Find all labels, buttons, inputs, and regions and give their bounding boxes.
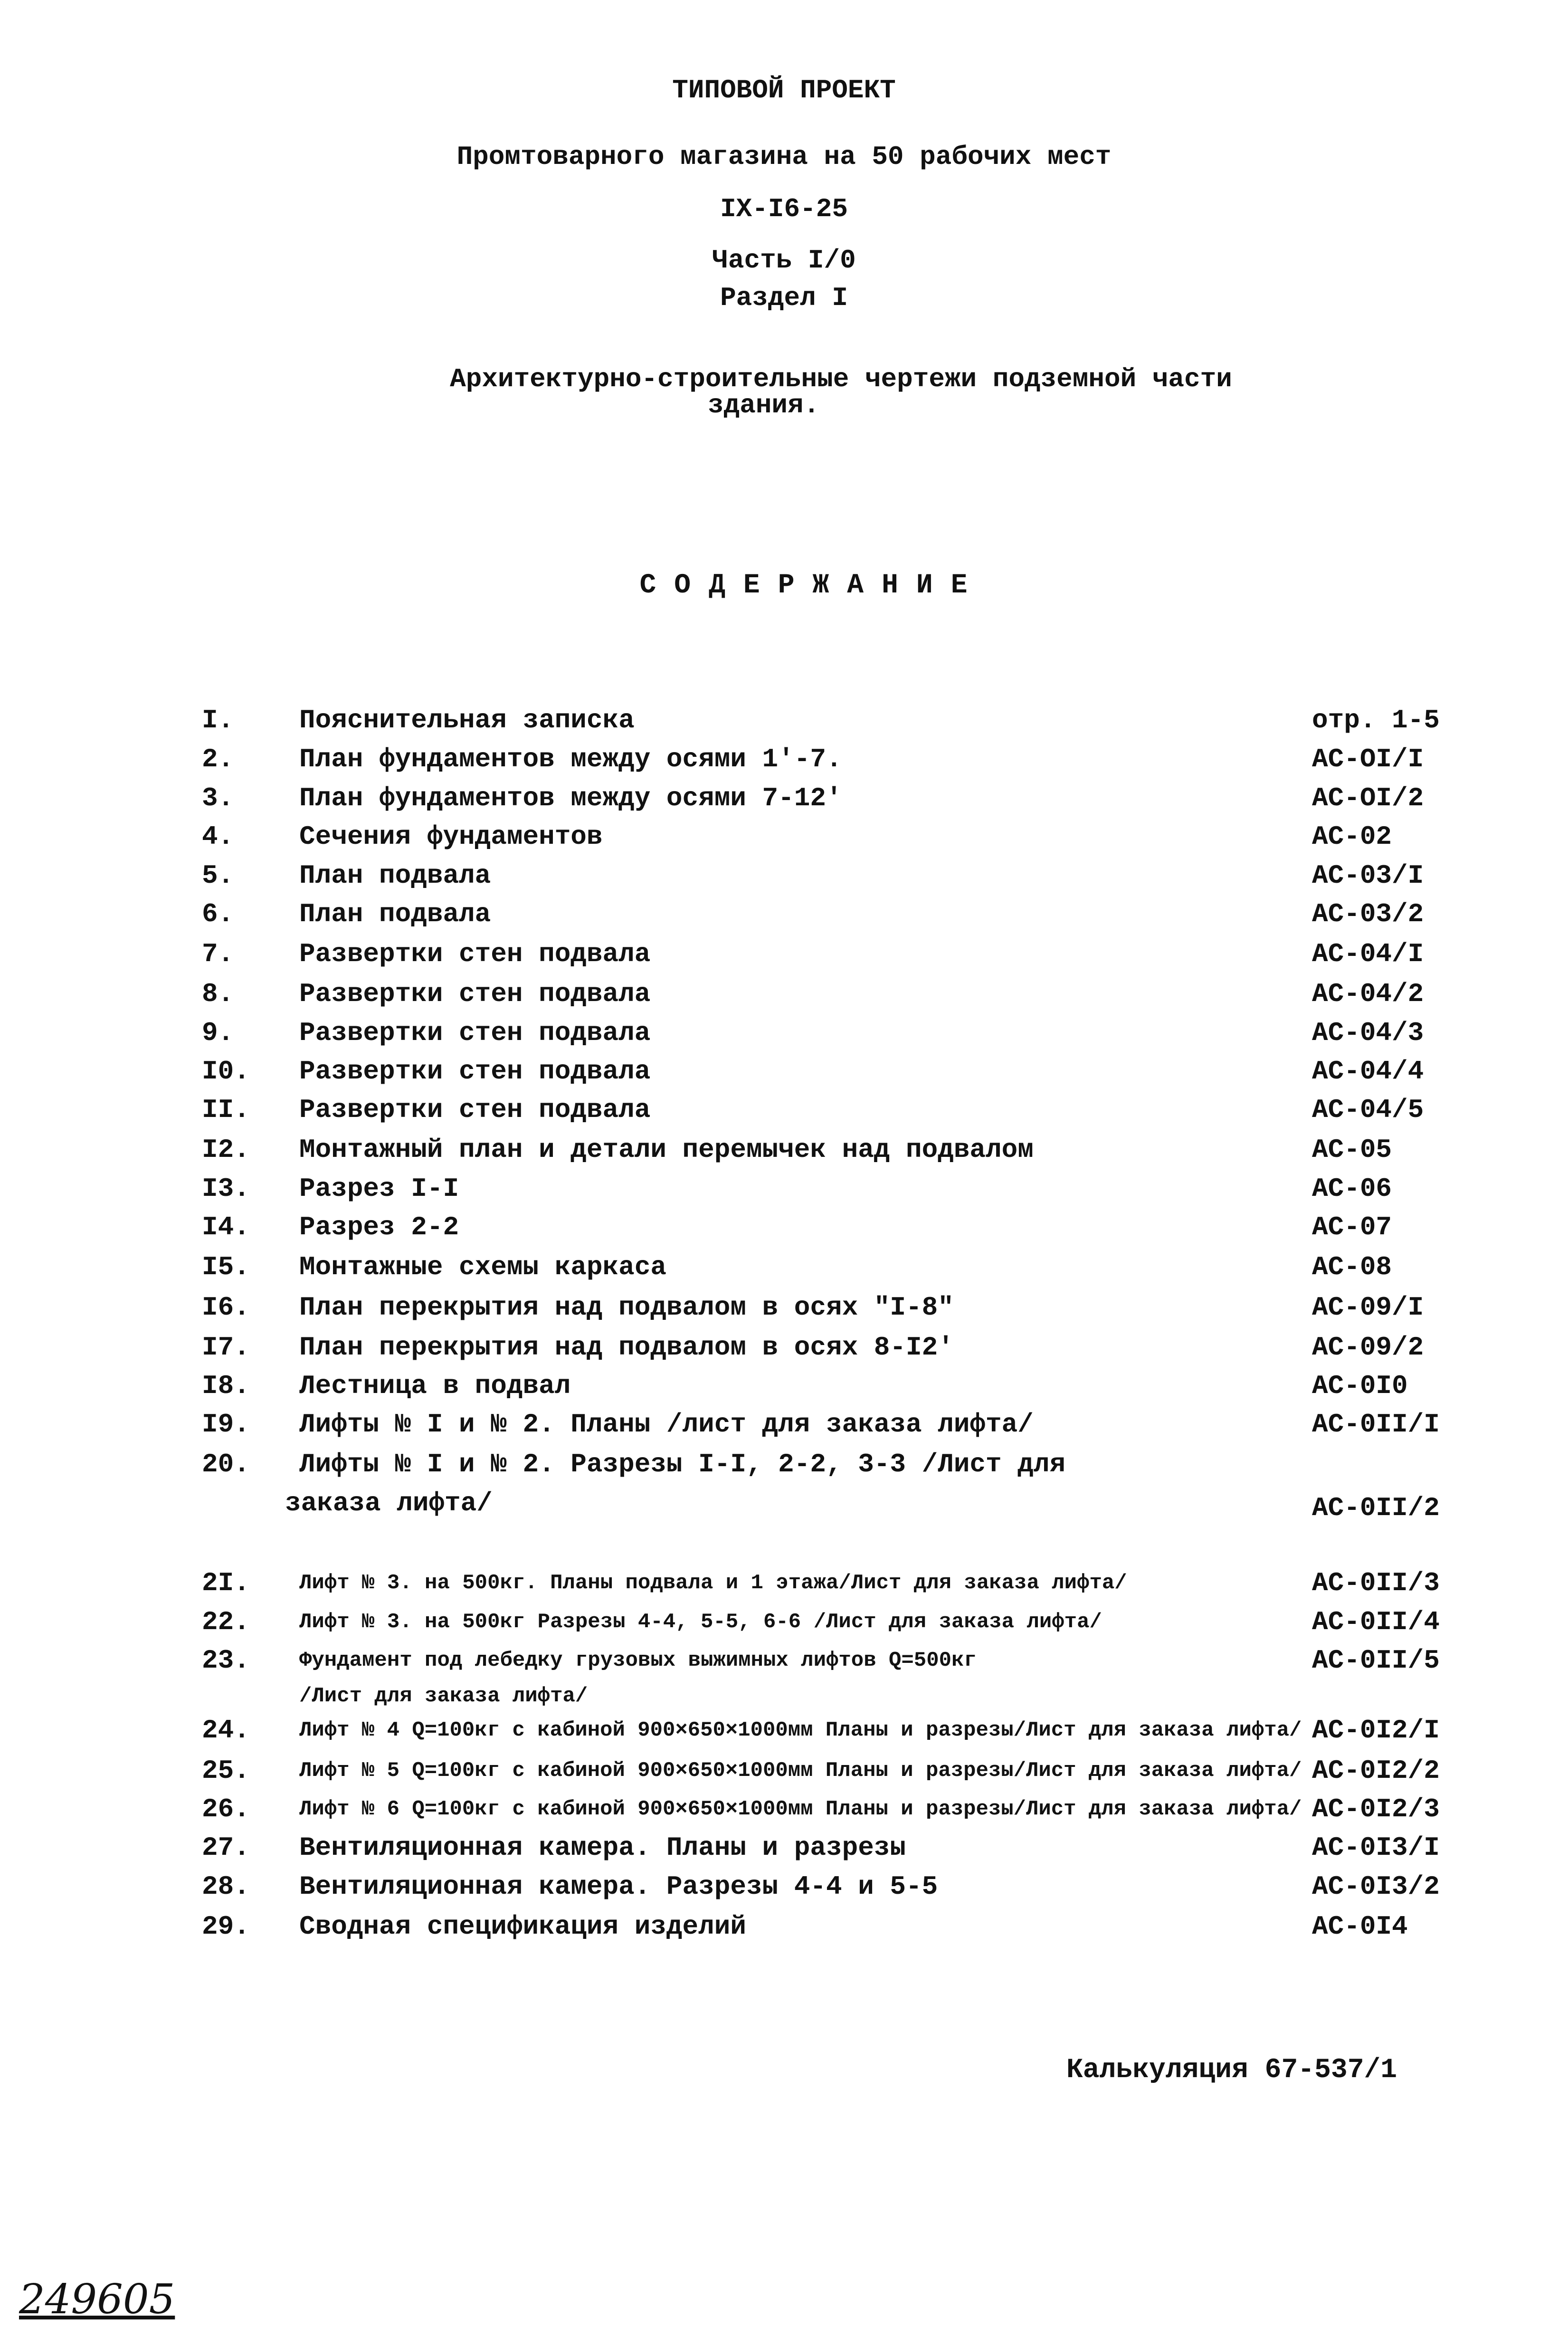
toc-item-title: Лифт № 4 Q=100кг с кабиной 900×650×1000мм Планы и разрезы/Лист для заказа лифта/ bbox=[299, 1718, 1302, 1742]
toc-item-sheet-code: АС-ОI/2 bbox=[1312, 783, 1424, 813]
toc-item-number: 2. bbox=[202, 744, 234, 774]
toc-item-sheet-code: АС-0I0 bbox=[1312, 1371, 1408, 1401]
project-section: Раздел I bbox=[720, 283, 848, 313]
toc-item-title: Сечения фундаментов bbox=[299, 821, 603, 852]
toc-item-title: Развертки стен подвала bbox=[299, 1056, 651, 1087]
toc-item-title: Развертки стен подвала bbox=[299, 979, 651, 1009]
toc-item-sheet-code: АС-09/2 bbox=[1312, 1332, 1424, 1363]
toc-item-number: I5. bbox=[202, 1252, 250, 1282]
toc-item-number: 2I. bbox=[202, 1568, 250, 1598]
toc-item-title: Вентиляционная камера. Планы и разрезы bbox=[299, 1832, 906, 1863]
toc-item-number: 28. bbox=[202, 1871, 250, 1902]
toc-item-number: 22. bbox=[202, 1607, 250, 1637]
toc-item-sheet-code: АС-0I3/2 bbox=[1312, 1871, 1440, 1902]
toc-item-sheet-code: АС-08 bbox=[1312, 1252, 1392, 1282]
toc-item-title: Пояснительная записка bbox=[299, 705, 635, 735]
toc-item-number: 23. bbox=[202, 1645, 250, 1676]
toc-item-number: 25. bbox=[202, 1756, 250, 1786]
project-description-line2: здания. bbox=[708, 390, 820, 420]
toc-item-title: Фундамент под лебедку грузовых выжимных лифтов Q=500кг bbox=[299, 1649, 977, 1672]
toc-item-sheet-code: АС-0I3/I bbox=[1312, 1832, 1440, 1863]
toc-item-number: II. bbox=[202, 1095, 250, 1125]
toc-item-sheet-code: АС-0II/2 bbox=[1312, 1493, 1440, 1523]
toc-item-title: Разрез I-I bbox=[299, 1174, 459, 1204]
inventory-number-handwritten: 249605 bbox=[19, 2276, 175, 2323]
toc-item-number: 8. bbox=[202, 979, 234, 1009]
toc-item-sheet-code: АС-04/2 bbox=[1312, 979, 1424, 1009]
toc-item-title: Разрез 2-2 bbox=[299, 1212, 459, 1242]
toc-item-title: План перекрытия над подвалом в осях "I-8" bbox=[299, 1292, 954, 1323]
toc-item-title: Лифты № I и № 2. Планы /лист для заказа лифта/ bbox=[299, 1409, 1034, 1440]
toc-item-number: I7. bbox=[202, 1332, 250, 1363]
toc-item-number: 26. bbox=[202, 1794, 250, 1824]
toc-item-sheet-code: АС-0II/3 bbox=[1312, 1568, 1440, 1598]
toc-item-sheet-code: АС-03/I bbox=[1312, 860, 1424, 891]
toc-item-number: 3. bbox=[202, 783, 234, 813]
toc-item-number: 27. bbox=[202, 1832, 250, 1863]
toc-item-number: I8. bbox=[202, 1371, 250, 1401]
toc-item-title: Развертки стен подвала bbox=[299, 1095, 651, 1125]
toc-item-number: 24. bbox=[202, 1715, 250, 1746]
toc-item-number: I4. bbox=[202, 1212, 250, 1242]
toc-item-sheet-code: АС-09/I bbox=[1312, 1292, 1424, 1323]
project-part: Часть I/0 bbox=[712, 245, 856, 276]
toc-item-number: I. bbox=[202, 705, 234, 735]
project-code: IX-I6-25 bbox=[720, 194, 848, 224]
toc-item-sheet-code: АС-0II/4 bbox=[1312, 1607, 1440, 1637]
toc-item-title: План подвала bbox=[299, 860, 491, 891]
toc-item-title: Лифты № I и № 2. Разрезы I-I, 2-2, 3-3 /Лист для bbox=[299, 1449, 1066, 1479]
toc-item-title: Лифт № 5 Q=100кг с кабиной 900×650×1000мм Планы и разрезы/Лист для заказа лифта/ bbox=[299, 1759, 1302, 1783]
toc-item-title: Лифт № 3. на 500кг Разрезы 4-4, 5-5, 6-6 /Лист для заказа лифта/ bbox=[299, 1610, 1102, 1634]
toc-item-sheet-code: АС-0I2/3 bbox=[1312, 1794, 1440, 1824]
toc-item-number: 6. bbox=[202, 899, 234, 929]
toc-item-title: План фундаментов между осями 7-12' bbox=[299, 783, 842, 813]
toc-item-number: I9. bbox=[202, 1409, 250, 1440]
toc-item-title: План фундаментов между осями 1'-7. bbox=[299, 744, 842, 774]
toc-item-number: 29. bbox=[202, 1911, 250, 1942]
toc-item-sheet-code: АС-0II/I bbox=[1312, 1409, 1440, 1440]
toc-item-sheet-code: АС-06 bbox=[1312, 1174, 1392, 1204]
toc-title: СОДЕРЖАНИЕ bbox=[639, 570, 986, 601]
toc-item-number: 9. bbox=[202, 1018, 234, 1048]
project-type: ТИПОВОЙ ПРОЕКТ bbox=[672, 75, 896, 105]
toc-item-title-continued: заказа лифта/ bbox=[285, 1488, 493, 1518]
toc-item-title: Монтажный план и детали перемычек над подвалом bbox=[299, 1135, 1034, 1165]
toc-item-title: Вентиляционная камера. Разрезы 4-4 и 5-5 bbox=[299, 1871, 938, 1902]
toc-item-number: I0. bbox=[202, 1056, 250, 1087]
toc-item-sheet-code: АС-04/5 bbox=[1312, 1095, 1424, 1125]
toc-item-title: Монтажные схемы каркаса bbox=[299, 1252, 666, 1282]
toc-item-number: 20. bbox=[202, 1449, 250, 1479]
project-description-line1: Архитектурно-строительные чертежи подземной части bbox=[450, 364, 1232, 394]
project-subject: Промтоварного магазина на 50 рабочих мест bbox=[456, 142, 1112, 172]
toc-item-sheet-code: отр. 1-5 bbox=[1312, 705, 1440, 735]
toc-item-sheet-code: АС-02 bbox=[1312, 821, 1392, 852]
toc-item-number: 5. bbox=[202, 860, 234, 891]
toc-item-sheet-code: АС-ОI/I bbox=[1312, 744, 1424, 774]
toc-item-sheet-code: АС-0I2/2 bbox=[1312, 1756, 1440, 1786]
toc-item-number: 7. bbox=[202, 939, 234, 969]
toc-item-number: I3. bbox=[202, 1174, 250, 1204]
toc-item-sheet-code: АС-0I2/I bbox=[1312, 1715, 1440, 1746]
toc-item-number: 4. bbox=[202, 821, 234, 852]
toc-item-number: I6. bbox=[202, 1292, 250, 1323]
toc-item-sheet-code: АС-04/3 bbox=[1312, 1018, 1424, 1048]
toc-item-title: План перекрытия над подвалом в осях 8-I2' bbox=[299, 1332, 954, 1363]
toc-item-number: I2. bbox=[202, 1135, 250, 1165]
toc-item-title: Лифт № 3. на 500кг. Планы подвала и 1 этажа/Лист для заказа лифта/ bbox=[299, 1571, 1127, 1595]
toc-item-sheet-code: АС-07 bbox=[1312, 1212, 1392, 1242]
calculation-number: Калькуляция 67-537/1 bbox=[1066, 2055, 1397, 2086]
toc-item-title: Лестница в подвал bbox=[299, 1371, 571, 1401]
toc-item-title: План подвала bbox=[299, 899, 491, 929]
toc-item-sheet-code: АС-0I4 bbox=[1312, 1911, 1408, 1942]
toc-item-sheet-code: АС-05 bbox=[1312, 1135, 1392, 1165]
toc-item-sheet-code: АС-04/I bbox=[1312, 939, 1424, 969]
toc-item-sheet-code: АС-0II/5 bbox=[1312, 1645, 1440, 1676]
toc-item-title-continued: /Лист для заказа лифта/ bbox=[299, 1684, 588, 1708]
toc-item-title: Лифт № 6 Q=100кг с кабиной 900×650×1000мм Планы и разрезы/Лист для заказа лифта/ bbox=[299, 1797, 1302, 1821]
toc-item-sheet-code: АС-04/4 bbox=[1312, 1056, 1424, 1087]
toc-item-sheet-code: АС-03/2 bbox=[1312, 899, 1424, 929]
toc-item-title: Сводная спецификация изделий bbox=[299, 1911, 746, 1942]
toc-item-title: Развертки стен подвала bbox=[299, 939, 651, 969]
toc-item-title: Развертки стен подвала bbox=[299, 1018, 651, 1048]
